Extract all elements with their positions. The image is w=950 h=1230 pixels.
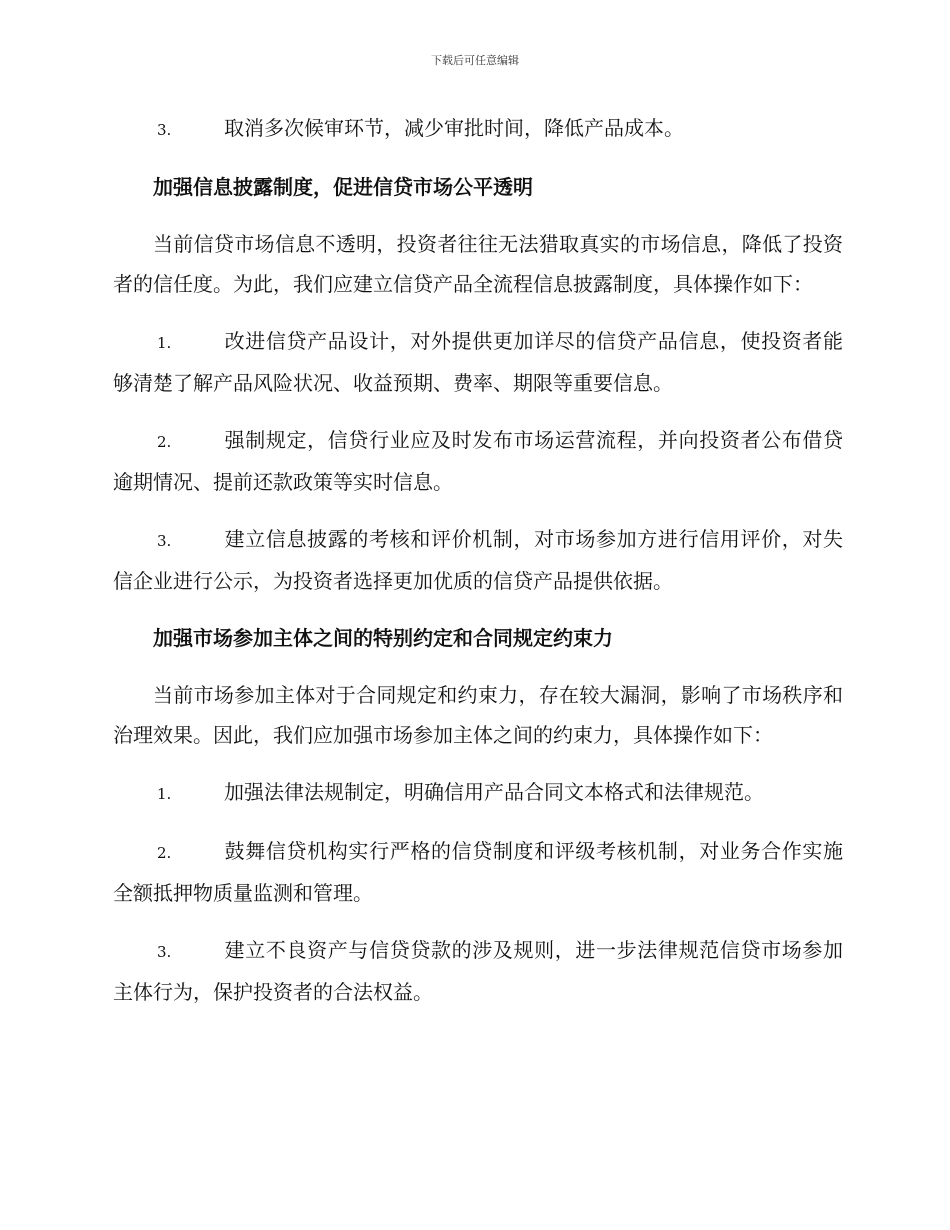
list-number: 2. (157, 844, 172, 862)
list-number: 1. (157, 785, 172, 803)
document-body (113, 108, 843, 1029)
list-text: 取消多次候审环节，减少审批时间，降低产品成本。 (224, 116, 684, 140)
page-header: 下载后可任意编辑 (431, 54, 519, 67)
paragraph: 当前信贷市场信息不透明，投资者往往无法猎取真实的市场信息，降低了投资者的信任度。为此，我们应建立信贷产品全流程信息披露制度，具体操作如下： (113, 232, 843, 296)
list-item (113, 420, 843, 502)
list-text: 建立信息披露的考核和评价机制，对市场参加方进行信用评价，对失信企业进行公示，为投资者选择更加优质的信贷产品提供依据。 (113, 527, 843, 593)
list-text: 改进信贷产品设计，对外提供更加详尽的信贷产品信息，使投资者能够清楚了解产品风险状况、收益预期、费率、期限等重要信息。 (113, 329, 843, 395)
list-item (113, 831, 843, 913)
list-text: 加强法律法规制定，明确信用产品合同文本格式和法律规范。 (224, 780, 764, 804)
list-number: 3. (157, 532, 172, 550)
list-item (113, 519, 843, 601)
list-text: 强制规定，信贷行业应及时发布市场运营流程，并向投资者公布借贷逾期情况、提前还款政策等实时信息。 (113, 428, 843, 494)
list-item (113, 321, 843, 403)
section-heading: 加强市场参加主体之间的特别约定和合同规定约束力 (153, 626, 613, 650)
list-item (113, 930, 843, 1012)
paragraph: 当前市场参加主体对于合同规定和约束力，存在较大漏洞，影响了市场秩序和治理效果。因此，我们应加强市场参加主体之间的约束力，具体操作如下： (113, 683, 843, 747)
list-number: 1. (157, 334, 172, 352)
list-number: 2. (157, 433, 172, 451)
list-item (113, 772, 843, 814)
list-item (113, 108, 843, 150)
list-text: 建立不良资产与信贷贷款的涉及规则，进一步法律规范信贷市场参加主体行为，保护投资者的合法权益。 (113, 938, 843, 1004)
list-number: 3. (157, 943, 172, 961)
section-heading: 加强信息披露制度，促进信贷市场公平透明 (153, 175, 533, 199)
list-text: 鼓舞信贷机构实行严格的信贷制度和评级考核机制，对业务合作实施全额抵押物质量监测和管理。 (113, 839, 843, 905)
list-number: 3. (157, 121, 172, 139)
